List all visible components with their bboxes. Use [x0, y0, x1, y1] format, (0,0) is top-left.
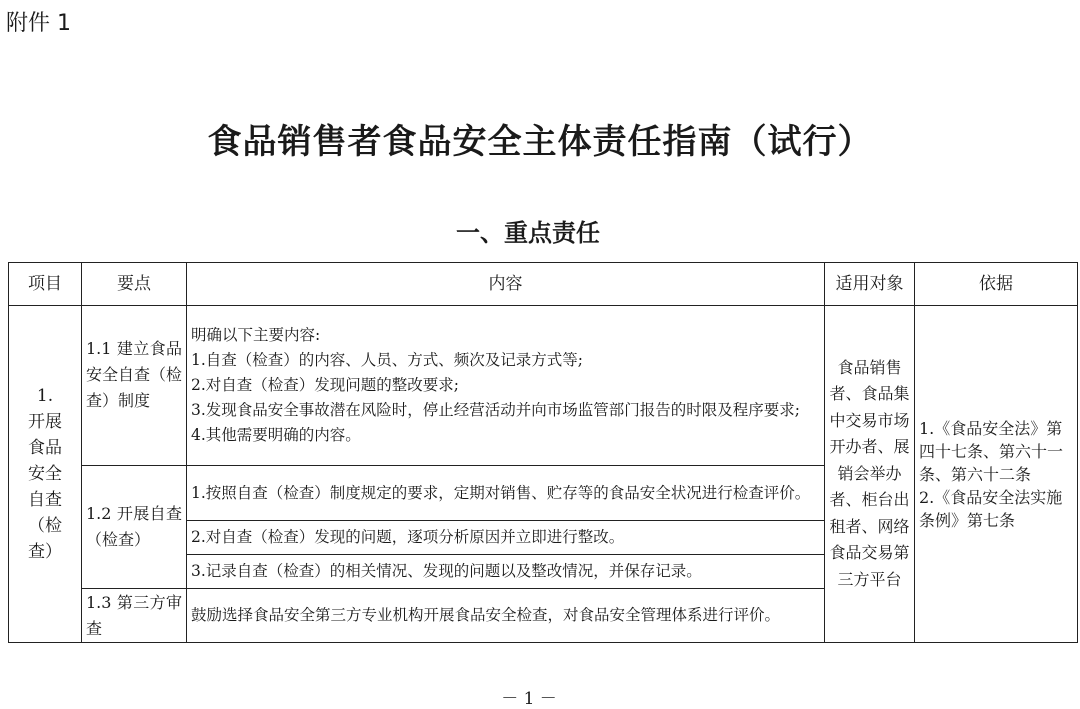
header-target: 适用对象 — [825, 263, 915, 306]
content-line: 3.发现食品安全事故潜在风险时，停止经营活动并向市场监管部门报告的时限及程序要求; — [191, 401, 801, 419]
content-line: 1.自查（检查）的内容、人员、方式、频次及记录方式等; — [191, 351, 584, 369]
page-number: － 1 － — [501, 689, 557, 709]
section-heading: 一、重点责任 — [456, 219, 600, 247]
item-label-line: 查） — [28, 542, 62, 562]
attachment-label: 附件 1 — [6, 11, 71, 36]
point-1-2: 1.2 开展自查（检查） — [82, 466, 187, 589]
content-line: 4.其他需要明确的内容。 — [191, 426, 361, 444]
header-basis: 依据 — [915, 263, 1078, 306]
content-1-2-1: 1.按照自查（检查）制度规定的要求，定期对销售、贮存等的食品安全状况进行检查评价。 — [187, 466, 825, 521]
item-label-line: 食品 — [28, 438, 62, 458]
item-cell — [9, 306, 82, 643]
page-title: 食品销售者食品安全主体责任指南（试行） — [207, 122, 873, 162]
item-label-line: 开展 — [28, 412, 62, 432]
target-cell: 食品销售者、食品集中交易市场开办者、展销会举办者、柜台出租者、网络食品交易第三方平台 — [825, 306, 915, 643]
content-1-2-2: 2.对自查（检查）发现的问题，逐项分析原因并立即进行整改。 — [187, 521, 825, 555]
header-point: 要点 — [82, 263, 187, 306]
content-1-2-3: 3.记录自查（检查）的相关情况、发现的问题以及整改情况，并保存记录。 — [187, 555, 825, 589]
header-content: 内容 — [187, 263, 825, 306]
content-line: 明确以下主要内容: — [191, 326, 321, 344]
item-label-line: 1. — [36, 386, 54, 406]
header-item: 项目 — [9, 263, 82, 306]
item-label-line: 自查 — [28, 490, 62, 510]
content-1-1 — [187, 306, 825, 466]
basis-cell — [915, 306, 1078, 643]
basis-line: 2.《食品安全法实施条例》第七条 — [919, 487, 1063, 530]
basis-line: 1.《食品安全法》第四十七条、第六十一条、第六十二条 — [919, 418, 1064, 484]
point-1-3: 1.3 第三方审查 — [82, 589, 187, 643]
content-1-3: 鼓励选择食品安全第三方专业机构开展食品安全检查，对食品安全管理体系进行评价。 — [187, 589, 825, 643]
point-1-1: 1.1 建立食品安全自查（检查）制度 — [82, 306, 187, 466]
table-row — [9, 306, 1078, 466]
item-label-line: 安全 — [28, 464, 62, 484]
responsibility-table — [8, 262, 1078, 643]
table-header-row — [9, 263, 1078, 306]
content-line: 2.对自查（检查）发现问题的整改要求; — [191, 376, 460, 394]
item-label-line: （检 — [28, 516, 62, 536]
